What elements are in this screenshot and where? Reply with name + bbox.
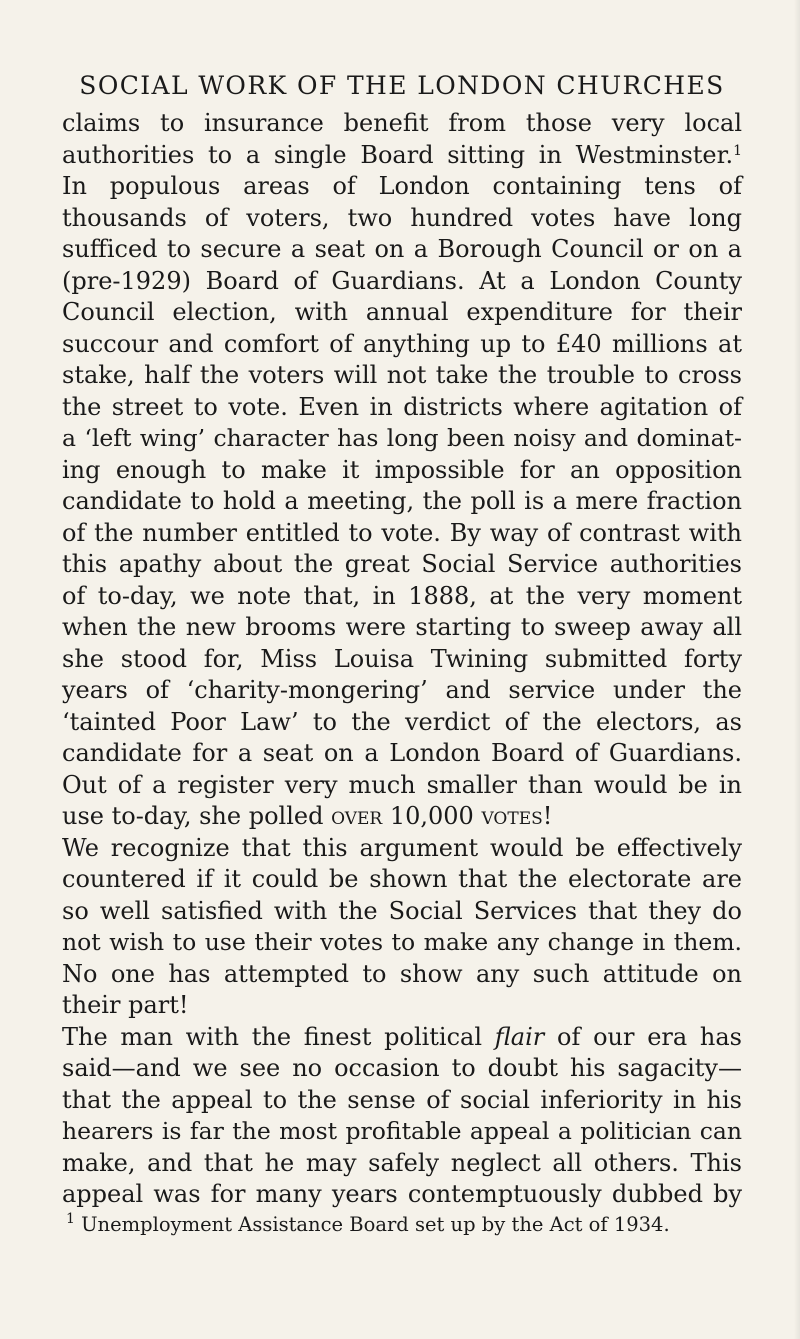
text-line (62, 234, 742, 266)
line-text: use to-day, she polled (62, 802, 324, 830)
text-line (62, 864, 742, 896)
line-text: hearers is far the most profitable appeal a politician can (62, 1117, 742, 1145)
text-line (62, 896, 742, 928)
line-text: ‘tainted Poor Law’ to the verdict of the electors, as (62, 707, 742, 736)
line-text: countered if it could be shown that the electorate are (62, 865, 742, 893)
line-text: Council election, with annual expenditure for their (62, 298, 742, 326)
text-line (62, 297, 742, 329)
line-text: authorities to a single Board sitting in Westminster. (62, 140, 734, 169)
text-line (62, 675, 742, 707)
text-line (62, 644, 742, 676)
emphasis-small-caps: over 10,000 votes (331, 802, 543, 830)
text-line (62, 927, 742, 959)
line-text: ing enough to make it impossible for an opposition (62, 455, 742, 484)
text-line (62, 1085, 742, 1117)
page-edge-shadow (794, 0, 800, 1339)
text-line (62, 108, 742, 140)
line-text: appeal was for many years contemptuously dubbed by (62, 1180, 742, 1208)
text-line (62, 833, 742, 865)
line-text: that the appeal to the sense of social inferiority in his (62, 1085, 742, 1114)
footnote-reference: 1 (733, 142, 742, 159)
line-text: sufficed to secure a seat on a Borough Council or on a (62, 235, 742, 263)
text-line (62, 770, 742, 802)
line-text: stake, half the voters will not take the trouble to cross (62, 361, 742, 389)
line-text: candidate to hold a meeting, the poll is a mere fraction (62, 487, 742, 515)
text-line (62, 801, 742, 833)
line-text: of to-day, we note that, in 1888, at the very moment (62, 581, 742, 610)
line-text: a ‘left wing’ character has long been noisy and dominat- (62, 424, 742, 452)
line-text: succour and comfort of anything up to £40 millions at (62, 329, 742, 358)
line-text: claims to insurance benefit from those very local (62, 109, 742, 137)
emphasis-italic: flair (494, 1022, 545, 1051)
line-text: not wish to use their votes to make any change in them. (62, 928, 742, 956)
text-line (62, 738, 742, 770)
line-text: this apathy about the great Social Service authorities (62, 550, 742, 578)
text-line (62, 486, 742, 518)
line-text: We recognize that this argument would be effectively (62, 833, 742, 862)
body-text (62, 108, 742, 1211)
text-line (62, 959, 742, 991)
line-text: No one has attempted to show any such attitude on (62, 959, 742, 988)
line-text: thousands of voters, two hundred votes have long (62, 203, 742, 232)
line-text-tail: ! (542, 802, 553, 830)
line-text: the street to vote. Even in districts where agitation of (62, 392, 742, 421)
text-line (62, 612, 742, 644)
book-page (62, 68, 742, 1239)
line-text: Out of a register very much smaller than would be in (62, 770, 742, 799)
line-text-tail: of our era has (557, 1022, 743, 1051)
text-line (62, 1116, 742, 1148)
text-line (62, 266, 742, 298)
text-line (62, 581, 742, 613)
text-line (62, 329, 742, 361)
text-line (62, 549, 742, 581)
text-line (62, 140, 742, 172)
text-line (62, 1179, 742, 1211)
line-text: In populous areas of London containing tens of (62, 172, 742, 200)
footnote (62, 1211, 742, 1239)
footnote-text: Unemployment Assistance Board set up by the Act of 1934. (81, 1212, 670, 1236)
line-text: (pre-1929) Board of Guardians. At a London County (62, 266, 742, 295)
line-text: make, and that he may safely neglect all others. This (62, 1148, 742, 1177)
text-line (62, 1148, 742, 1180)
line-text: so well satisfied with the Social Services that they do (62, 896, 742, 925)
line-text: years of ‘charity-mongering’ and service under the (62, 676, 742, 704)
running-head: SOCIAL WORK OF THE LONDON CHURCHES (79, 71, 725, 100)
line-text: when the new brooms were starting to sweep away all (62, 613, 742, 641)
line-text: of the number entitled to vote. By way of contrast with (62, 518, 742, 547)
text-line (62, 455, 742, 487)
line-text: candidate for a seat on a London Board of Guardians. (62, 739, 742, 767)
line-text: The man with the finest political (62, 1022, 483, 1051)
line-text: said—and we see no occasion to doubt his sagacity— (62, 1054, 742, 1082)
text-line (62, 360, 742, 392)
line-text: she stood for, Miss Louisa Twining submitted forty (62, 644, 742, 673)
text-line (62, 171, 742, 203)
text-line (62, 1053, 742, 1085)
text-line (62, 707, 742, 739)
text-line (62, 1022, 742, 1054)
footnote-marker: 1 (66, 1210, 75, 1227)
line-text: their part! (62, 991, 189, 1019)
text-line (62, 423, 742, 455)
text-line (62, 518, 742, 550)
text-line (62, 203, 742, 235)
text-line (62, 990, 742, 1022)
text-line (62, 392, 742, 424)
